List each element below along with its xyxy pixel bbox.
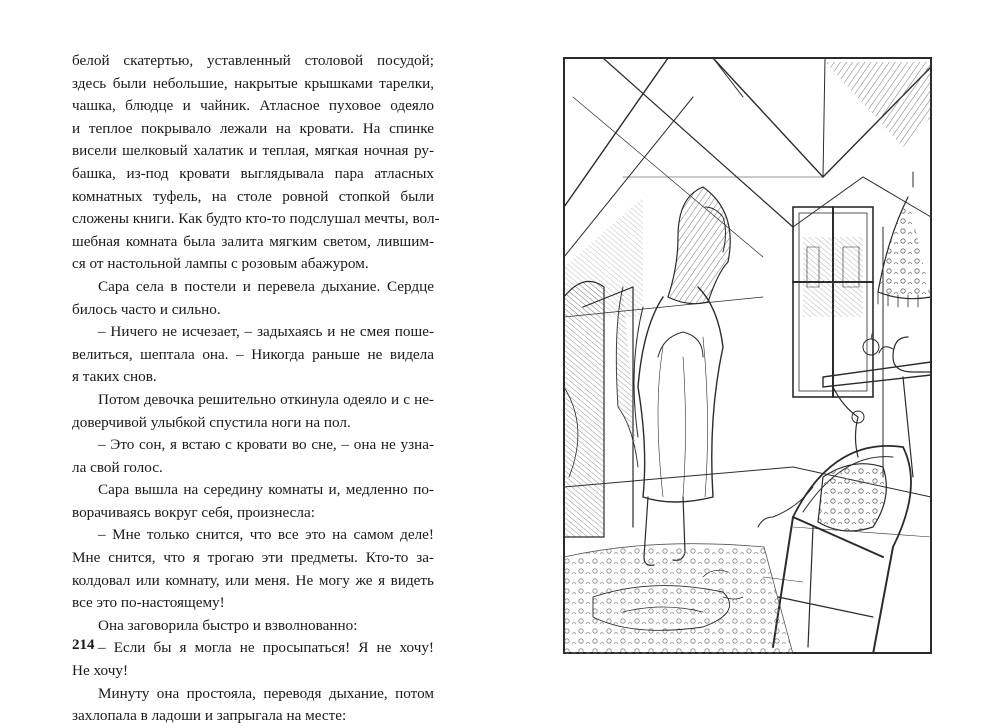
text-line: велиться, шептала она. – Никогда раньше не видела bbox=[72, 345, 434, 363]
text-line: Она заговорила быстро и взволнованно: bbox=[98, 616, 358, 634]
text-line: ворачиваясь вокруг себя, произнесла: bbox=[72, 503, 315, 521]
text-line: здесь были небольшие, накрытые крышками тарелки, bbox=[72, 74, 434, 92]
text-line: ся от настольной лампы с розовым абажуром. bbox=[72, 255, 369, 273]
page-number: 214 bbox=[72, 637, 95, 653]
text-line: сложены книги. Как будто кто-то подслушал мечты, вол- bbox=[72, 210, 440, 228]
text-line: Потом девочка решительно откинула одеяло и с не- bbox=[98, 390, 434, 408]
text-line: – Мне только снится, что все это на самом деле! bbox=[98, 526, 434, 544]
text-line: Сара вышла на середину комнаты и, медленно по- bbox=[98, 481, 434, 499]
text-line: Минуту она простояла, переводя дыхание, потом bbox=[98, 684, 434, 702]
right-page bbox=[500, 0, 1000, 714]
text-line: висели шелковый халатик и теплая, мягкая ночная ру- bbox=[72, 142, 434, 160]
text-line: шебная комната была залита мягким светом, лившим- bbox=[72, 232, 434, 250]
left-page bbox=[0, 0, 500, 725]
text-line: чашка, блюдце и чайник. Атласное пуховое одеяло bbox=[72, 97, 434, 115]
text-line: – Если бы я могла не просыпаться! Я не хочу! bbox=[98, 639, 434, 657]
body-text bbox=[72, 50, 440, 728]
text-line: комнатных туфель, на столе ровной стопкой были bbox=[72, 187, 434, 205]
text-line: Сара села в постели и перевела дыхание. Сердце bbox=[98, 277, 434, 295]
text-line: все это по-настоящему! bbox=[72, 594, 225, 612]
illustration bbox=[563, 57, 932, 654]
text-line: колдовал или комнату, или меня. Не могу же я видеть bbox=[72, 571, 434, 589]
text-line: башка, из-под кровати выглядывала пара атласных bbox=[72, 164, 434, 182]
text-line: белой скатертью, уставленный столовой посудой; bbox=[72, 52, 434, 69]
text-line: – Это сон, я встаю с кровати во сне, – она не узна- bbox=[98, 436, 434, 454]
text-line: – Ничего не исчезает, – задыхаясь и не смея поше- bbox=[98, 323, 434, 341]
text-line: захлопала в ладоши и запрыгала на месте: bbox=[72, 707, 347, 725]
text-line: я таких снов. bbox=[72, 368, 157, 386]
illustration-sketch bbox=[563, 57, 932, 654]
text-line: Мне снится, что я трогаю эти предметы. Кто-то за- bbox=[72, 549, 434, 567]
text-line: Не хочу! bbox=[72, 662, 129, 680]
text-line: билось часто и сильно. bbox=[72, 300, 221, 318]
text-line: и теплое покрывало лежали на кровати. На спинке bbox=[72, 119, 434, 137]
text-line: ла свой голос. bbox=[72, 458, 163, 476]
text-line: доверчивой улыбкой спустила ноги на пол. bbox=[72, 413, 351, 431]
